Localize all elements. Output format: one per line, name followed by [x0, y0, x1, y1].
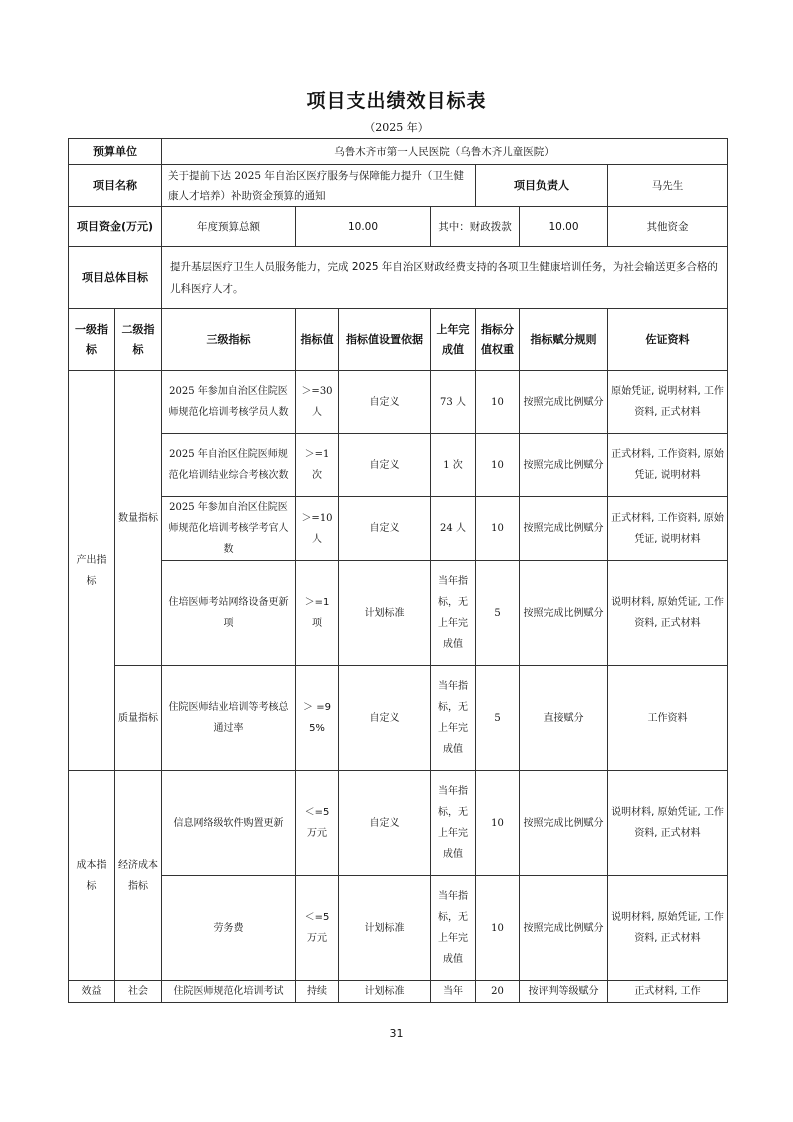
row-rule: 按照完成比例赋分	[520, 497, 608, 561]
goal-label: 项目总体目标	[69, 247, 162, 309]
row-weight: 10	[476, 497, 520, 561]
row-name: 2025 年参加自治区住院医师规范化培训考核学考官人数	[162, 497, 296, 561]
row-evidence: 正式材料, 工作资料, 原始凭证, 说明材料	[608, 434, 728, 497]
row-rule: 按照完成比例赋分	[520, 876, 608, 981]
header-basis: 指标值设置依据	[339, 309, 431, 371]
row-name: 住院医师规范化培训考试	[162, 981, 296, 1003]
row-last: 当年指标，无上年完成值	[431, 876, 476, 981]
group-social: 社会	[115, 981, 162, 1003]
row-name: 信息网络级软件购置更新	[162, 771, 296, 876]
row-name: 住培医师考站网络设备更新项	[162, 561, 296, 666]
group-economic: 经济成本指标	[115, 771, 162, 981]
row-evidence: 说明材料, 原始凭证, 工作资料, 正式材料	[608, 876, 728, 981]
group-output: 产出指标	[69, 371, 115, 771]
year-label: （2025 年）	[364, 121, 429, 134]
performance-table	[68, 138, 728, 1003]
row-name: 住院医师结业培训等考核总通过率	[162, 666, 296, 771]
table-row	[69, 771, 728, 876]
group-quality: 质量指标	[115, 666, 162, 771]
row-rule: 按照完成比例赋分	[520, 771, 608, 876]
row-evidence: 工作资料	[608, 666, 728, 771]
row-last: 当年	[431, 981, 476, 1003]
row-weight: 10	[476, 371, 520, 434]
owner-label: 项目负责人	[476, 165, 608, 207]
goal-row	[69, 247, 728, 309]
row-rule: 按照完成比例赋分	[520, 371, 608, 434]
row-weight: 20	[476, 981, 520, 1003]
row-rule: 按照完成比例赋分	[520, 561, 608, 666]
row-basis: 计划标准	[339, 561, 431, 666]
row-basis: 自定义	[339, 434, 431, 497]
row-weight: 5	[476, 561, 520, 666]
group-quantity: 数量指标	[115, 371, 162, 666]
header-level2: 二级指标	[115, 309, 162, 371]
project-name-value: 关于提前下达 2025 年自治区医疗服务与保障能力提升（卫生健康人才培养）补助资金预算的通知	[162, 165, 476, 207]
row-basis: 自定义	[339, 371, 431, 434]
row-last: 当年指标，无上年完成值	[431, 561, 476, 666]
header-level1: 一级指标	[69, 309, 115, 371]
table-row	[69, 876, 728, 981]
header-level3: 三级指标	[162, 309, 296, 371]
header-weight: 指标分值权重	[476, 309, 520, 371]
row-value: ＞=10 人	[296, 497, 339, 561]
page-number: 31	[389, 1027, 404, 1040]
row-last: 当年指标，无上年完成值	[431, 666, 476, 771]
project-name-row	[69, 165, 728, 207]
row-name: 劳务费	[162, 876, 296, 981]
goal-value: 提升基层医疗卫生人员服务能力，完成 2025 年自治区财政经费支持的各项卫生健康培训任务，为社会输送更多合格的儿科医疗人才。	[162, 247, 728, 309]
row-rule: 按评判等级赋分	[520, 981, 608, 1003]
fund-row	[69, 207, 728, 247]
row-weight: 10	[476, 771, 520, 876]
row-value: ＞=1 项	[296, 561, 339, 666]
row-basis: 计划标准	[339, 876, 431, 981]
group-cost: 成本指标	[69, 771, 115, 981]
table-row	[69, 666, 728, 771]
project-name-label: 项目名称	[69, 165, 162, 207]
row-basis: 自定义	[339, 497, 431, 561]
unit-label: 预算单位	[69, 139, 162, 165]
row-basis: 自定义	[339, 666, 431, 771]
row-weight: 5	[476, 666, 520, 771]
row-evidence: 说明材料, 原始凭证, 工作资料, 正式材料	[608, 771, 728, 876]
row-rule: 按照完成比例赋分	[520, 434, 608, 497]
table-row	[69, 371, 728, 434]
group-benefit: 效益	[69, 981, 115, 1003]
row-basis: 计划标准	[339, 981, 431, 1003]
row-evidence: 正式材料, 工作资料, 原始凭证, 说明材料	[608, 497, 728, 561]
fiscal-label: 其中：财政拨款	[431, 207, 520, 247]
row-value: ＞=1 次	[296, 434, 339, 497]
row-rule: 直接赋分	[520, 666, 608, 771]
row-last: 24 人	[431, 497, 476, 561]
header-rule: 指标赋分规则	[520, 309, 608, 371]
header-evidence: 佐证资料	[608, 309, 728, 371]
row-value: ＜=5 万元	[296, 876, 339, 981]
row-evidence: 原始凭证, 说明材料, 工作资料, 正式材料	[608, 371, 728, 434]
row-basis: 自定义	[339, 771, 431, 876]
row-name: 2025 年自治区住院医师规范化培训结业综合考核次数	[162, 434, 296, 497]
unit-value: 乌鲁木齐市第一人民医院（乌鲁木齐儿童医院）	[162, 139, 728, 165]
fiscal-value: 10.00	[520, 207, 608, 247]
annual-label: 年度预算总额	[162, 207, 296, 247]
annual-value: 10.00	[296, 207, 431, 247]
row-evidence: 说明材料, 原始凭证, 工作资料, 正式材料	[608, 561, 728, 666]
row-weight: 10	[476, 434, 520, 497]
header-value: 指标值	[296, 309, 339, 371]
row-value: ＞=30 人	[296, 371, 339, 434]
row-value: 持续	[296, 981, 339, 1003]
header-row	[69, 309, 728, 371]
owner-value: 马先生	[608, 165, 728, 207]
row-weight: 10	[476, 876, 520, 981]
row-evidence: 正式材料, 工作	[608, 981, 728, 1003]
row-last: 当年指标，无上年完成值	[431, 771, 476, 876]
table-row	[69, 434, 728, 497]
row-last: 73 人	[431, 371, 476, 434]
fund-label: 项目资金(万元)	[69, 207, 162, 247]
row-last: 1 次	[431, 434, 476, 497]
header-last: 上年完成值	[431, 309, 476, 371]
row-value: ＜=5 万元	[296, 771, 339, 876]
row-name: 2025 年参加自治区住院医师规范化培训考核学员人数	[162, 371, 296, 434]
table-row	[69, 981, 728, 1003]
page-title: 项目支出绩效目标表	[306, 90, 487, 112]
table-row	[69, 497, 728, 561]
unit-row	[69, 139, 728, 165]
table-row	[69, 561, 728, 666]
row-value: ＞ =95%	[296, 666, 339, 771]
other-label: 其他资金	[608, 207, 728, 247]
